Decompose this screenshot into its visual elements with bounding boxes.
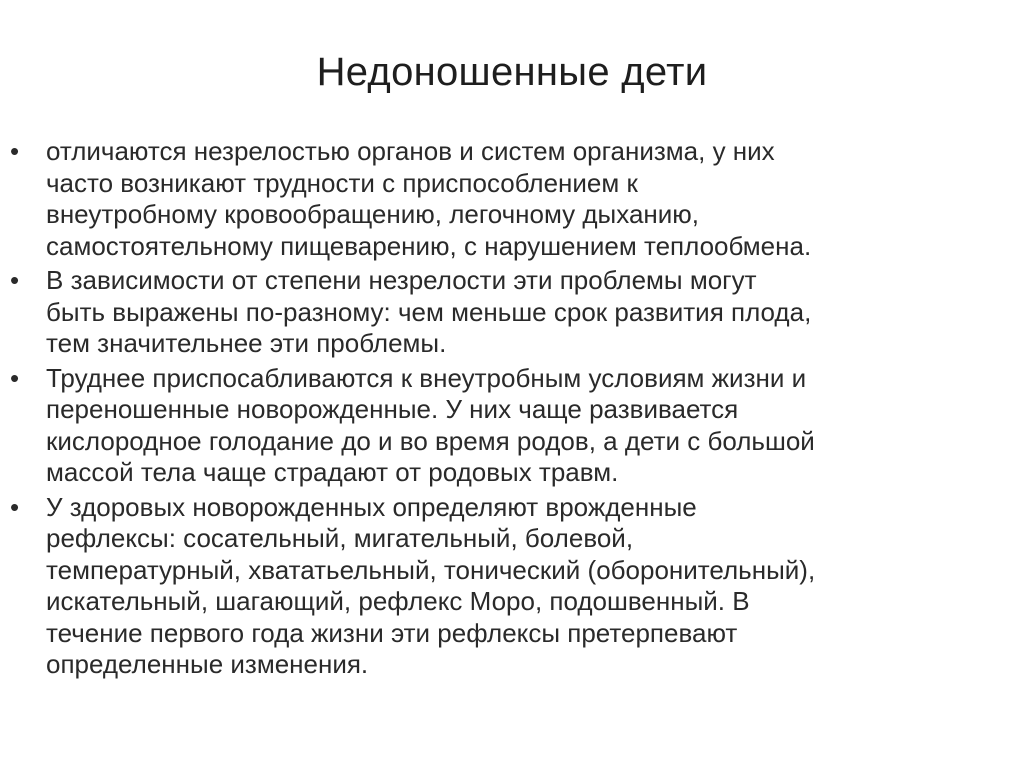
bullet-text: У здоровых новорожденных определяют врожденные рефлексы: сосательный, мигательный, болевой, температурный, хвататьельный, тонический (оборонительный), искательный, шагающий, рефлекс Моро, подошвенный. В течение первого года жизни эти рефлексы претерпевают определенные изменения. xyxy=(46,491,816,679)
bullet-text: отличаются незрелостью органов и систем организма, у них часто возникают трудности с приспособлением к внеутробному кровообращению, легочному дыханию, самостоятельному пищеварению, с нарушением теплообмена. xyxy=(46,136,812,261)
slide-title: Недоношенные дети xyxy=(316,50,708,94)
bullet-item xyxy=(0,136,1024,262)
bullet-marker: • xyxy=(10,136,20,166)
bullet-marker: • xyxy=(10,362,20,393)
bullet-item xyxy=(0,363,1024,489)
bullet-marker: • xyxy=(10,491,20,522)
bullet-text: В зависимости от степени незрелости эти проблемы могут быть выражены по-разному: чем меньше срок развития плода, тем значительнее эти проблемы. xyxy=(46,265,812,358)
bullet-item xyxy=(0,492,1024,681)
bullet-item xyxy=(0,265,1024,360)
bullet-marker: • xyxy=(10,265,20,295)
bullet-list xyxy=(0,136,1024,684)
bullet-text: Труднее приспосабливаются к внеутробным условиям жизни и переношенные новорожденные. У них чаще развивается кислородное голодание до и во время родов, а дети с большой массой тела чаще страдают от родовых травм. xyxy=(46,362,815,487)
